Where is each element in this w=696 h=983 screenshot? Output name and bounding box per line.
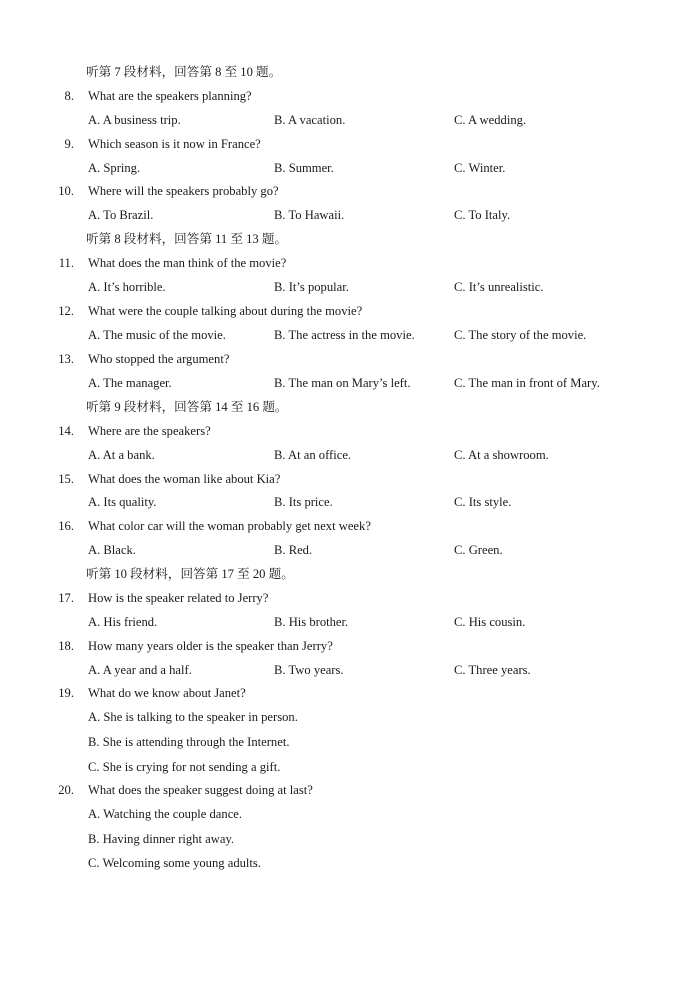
question-number: 18. [58, 639, 74, 653]
question-text: What does the man think of the movie? [88, 256, 287, 270]
question-text: Where are the speakers? [88, 424, 211, 438]
option-a: A. It’s horrible. [88, 280, 166, 294]
question-number: 12. [58, 304, 74, 318]
option-c: C. Its style. [454, 495, 512, 509]
question-text: What does the speaker suggest doing at last? [88, 783, 313, 797]
section-heading: 听第 8 段材料，回答第 11 至 13 题。 [86, 232, 288, 246]
question-text: What color car will the woman probably get next week? [88, 519, 371, 533]
question-number: 10. [58, 184, 74, 198]
option-a: A. The manager. [88, 376, 172, 390]
section-heading: 听第 7 段材料，回答第 8 至 10 题。 [86, 65, 282, 79]
option-c: C. His cousin. [454, 615, 526, 629]
option-b: B. The man on Mary’s left. [274, 376, 411, 390]
option-c: C. She is crying for not sending a gift. [88, 760, 281, 774]
question-text: What does the woman like about Kia? [88, 472, 281, 486]
option-c: C. At a showroom. [454, 448, 549, 462]
question-text: What are the speakers planning? [88, 89, 252, 103]
option-a: A. Spring. [88, 161, 141, 175]
option-b: B. Summer. [274, 161, 334, 175]
question-number: 13. [58, 352, 74, 366]
option-a: A. Its quality. [88, 495, 157, 509]
question-text: What were the couple talking about during the movie? [88, 304, 363, 318]
question-text: Which season is it now in France? [88, 137, 261, 151]
section-heading: 听第 10 段材料，回答第 17 至 20 题。 [86, 567, 294, 581]
question-number: 17. [58, 591, 74, 605]
question-number: 20. [58, 783, 74, 797]
option-b: B. Two years. [274, 663, 344, 677]
option-a: A. Black. [88, 543, 136, 557]
question-number: 15. [58, 472, 74, 486]
question-number: 16. [58, 519, 74, 533]
question-text: How is the speaker related to Jerry? [88, 591, 269, 605]
option-c: C. To Italy. [454, 208, 511, 222]
option-a: A. A business trip. [88, 113, 181, 127]
option-b: B. At an office. [274, 448, 352, 462]
option-b: B. To Hawaii. [274, 208, 345, 222]
option-c: C. It’s unrealistic. [454, 280, 544, 294]
option-a: A. She is talking to the speaker in person. [88, 710, 298, 724]
option-b: B. The actress in the movie. [274, 328, 415, 342]
option-c: C. Three years. [454, 663, 531, 677]
option-b: B. Its price. [274, 495, 333, 509]
option-b: B. It’s popular. [274, 280, 349, 294]
option-a: A. Watching the couple dance. [88, 807, 243, 821]
option-c: C. Winter. [454, 161, 506, 175]
question-number: 14. [58, 424, 74, 438]
question-number: 11. [58, 256, 74, 270]
option-a: A. To Brazil. [88, 208, 154, 222]
question-text: How many years older is the speaker than Jerry? [88, 639, 333, 653]
option-c: C. The man in front of Mary. [454, 376, 600, 390]
option-b: B. Having dinner right away. [88, 832, 235, 846]
option-c: C. Green. [454, 543, 503, 557]
option-b: B. A vacation. [274, 113, 346, 127]
option-b: B. Red. [274, 543, 313, 557]
question-number: 8. [64, 89, 74, 103]
question-number: 19. [58, 686, 74, 700]
question-number: 9. [64, 137, 74, 151]
option-c: C. The story of the movie. [454, 328, 587, 342]
option-a: A. His friend. [88, 615, 158, 629]
question-text: Where will the speakers probably go? [88, 184, 279, 198]
option-a: A. A year and a half. [88, 663, 192, 677]
option-a: A. At a bank. [88, 448, 155, 462]
option-c: C. A wedding. [454, 113, 527, 127]
option-a: A. The music of the movie. [88, 328, 226, 342]
option-b: B. His brother. [274, 615, 349, 629]
question-text: What do we know about Janet? [88, 686, 246, 700]
option-c: C. Welcoming some young adults. [88, 856, 261, 870]
option-b: B. She is attending through the Internet. [88, 735, 290, 749]
question-text: Who stopped the argument? [88, 352, 230, 366]
section-heading: 听第 9 段材料，回答第 14 至 16 题。 [86, 400, 288, 414]
